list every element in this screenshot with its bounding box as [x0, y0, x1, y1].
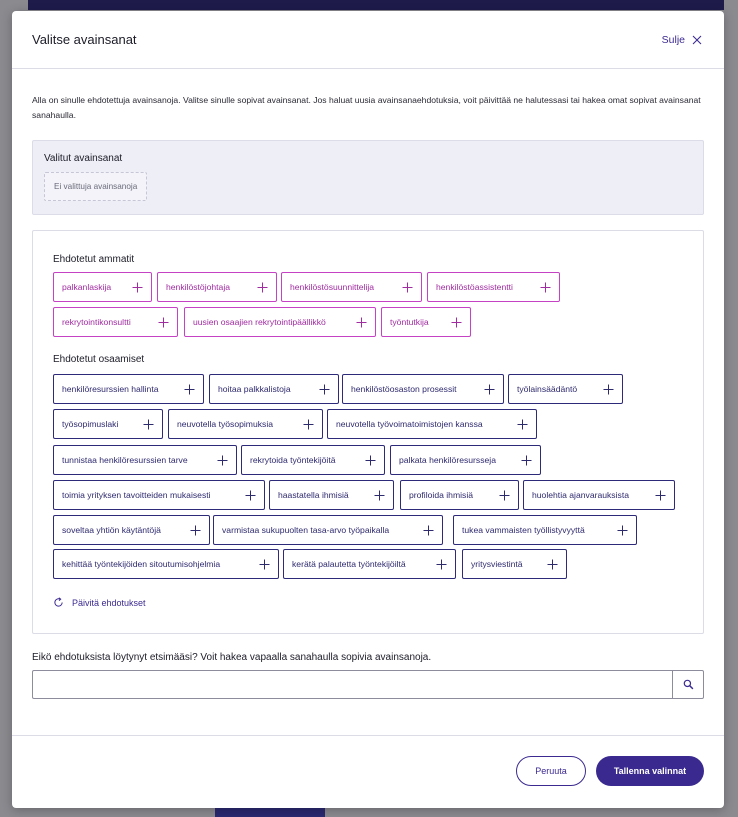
keyword-chip-label: henkilöresurssien hallinta: [62, 384, 159, 394]
selected-keywords-panel: [32, 140, 704, 215]
profession-chip[interactable]: [184, 307, 376, 337]
keyword-chip-label: henkilöstöjohtaja: [166, 282, 231, 292]
keyword-chip-label: uusien osaajien rekrytointipäällikkö: [193, 317, 326, 327]
keyword-chip-label: hoitaa palkkalistoja: [218, 384, 291, 394]
keyword-chip-label: toimia yrityksen tavoitteiden mukaisesti: [62, 490, 211, 500]
suggested-professions-title: Ehdotetut ammatit: [53, 254, 135, 265]
plus-icon: [245, 490, 256, 501]
plus-icon: [158, 317, 169, 328]
plus-icon: [617, 525, 628, 536]
keyword-chip-label: neuvotella työvoimatoimistojen kanssa: [336, 419, 483, 429]
search-label: Eikö ehdotuksista löytynyt etsimääsi? Voit hakea vapaalla sanahaulla sopivia avainsanoja.: [32, 652, 432, 663]
keyword-chip-label: tunnistaa henkilöresurssien tarve: [62, 455, 188, 465]
no-selected-keywords: Ei valittuja avainsanoja: [44, 172, 147, 201]
selected-keywords-title: Valitut avainsanat: [44, 153, 123, 164]
refresh-suggestions-button[interactable]: [53, 597, 146, 608]
plus-icon: [484, 384, 495, 395]
keyword-chip-label: soveltaa yhtiön käytäntöjä: [62, 525, 161, 535]
plus-icon: [217, 455, 228, 466]
skill-chip[interactable]: [168, 409, 323, 439]
keyword-chip-label: tukea vammaisten työllistyvyyttä: [462, 525, 585, 535]
plus-icon: [132, 282, 143, 293]
keyword-chip-label: työntutkija: [390, 317, 429, 327]
plus-icon: [259, 559, 270, 570]
skill-chip[interactable]: [453, 515, 637, 545]
keyword-chip-label: työsopimuslaki: [62, 419, 119, 429]
skill-chip[interactable]: [53, 409, 163, 439]
search-button[interactable]: [672, 671, 703, 698]
search-icon: [683, 679, 694, 690]
plus-icon: [499, 490, 510, 501]
backdrop-header: [28, 0, 724, 10]
plus-icon: [655, 490, 666, 501]
plus-icon: [319, 384, 330, 395]
plus-icon: [521, 455, 532, 466]
skill-chip[interactable]: [53, 549, 279, 579]
suggested-keywords-panel: [32, 230, 704, 634]
profession-chip[interactable]: [381, 307, 471, 337]
plus-icon: [190, 525, 201, 536]
suggested-skills-title: Ehdotetut osaamiset: [53, 354, 145, 365]
skill-chip[interactable]: [213, 515, 443, 545]
keyword-chip-label: henkilöstöosaston prosessit: [351, 384, 457, 394]
skill-chip[interactable]: [53, 445, 237, 475]
skill-chip[interactable]: [53, 515, 210, 545]
plus-icon: [257, 282, 268, 293]
skill-chip[interactable]: [209, 374, 339, 404]
plus-icon: [374, 490, 385, 501]
search-field: [32, 670, 704, 699]
keyword-modal: [12, 11, 724, 808]
skill-chip[interactable]: [342, 374, 504, 404]
profession-chip[interactable]: [427, 272, 560, 302]
skill-chip[interactable]: [523, 480, 675, 510]
keyword-chip-label: rekrytointikonsultti: [62, 317, 131, 327]
search-input[interactable]: [33, 671, 672, 698]
profession-chip[interactable]: [157, 272, 277, 302]
plus-icon: [547, 559, 558, 570]
keyword-chip-label: henkilöstösuunnittelija: [290, 282, 375, 292]
plus-icon: [184, 384, 195, 395]
profession-chip[interactable]: [281, 272, 422, 302]
intro-text: Alla on sinulle ehdotettuja avainsanoja. Valitse sinulle sopivat avainsanat. Jos haluat uusia avainsanaehdotuksia, voit päivittää ne halutessasi tai hakea omat sopivat avainsanat sanahaulla.: [32, 95, 701, 120]
plus-icon: [365, 455, 376, 466]
profession-chip[interactable]: [53, 307, 178, 337]
keyword-chip-label: palkanlaskija: [62, 282, 112, 292]
keyword-chip-label: henkilöstöassistentti: [436, 282, 513, 292]
plus-icon: [143, 419, 154, 430]
skill-chip[interactable]: [283, 549, 456, 579]
keyword-chip-label: palkata henkilöresursseja: [399, 455, 496, 465]
footer-divider: [12, 735, 724, 736]
plus-icon: [451, 317, 462, 328]
refresh-label: Päivitä ehdotukset: [72, 597, 146, 608]
keyword-chip-label: varmistaa sukupuolten tasa-arvo työpaikalla: [222, 525, 390, 535]
close-button[interactable]: [662, 34, 702, 46]
keyword-chip-label: haastatella ihmisiä: [278, 490, 349, 500]
close-label: Sulje: [661, 33, 685, 46]
keyword-chip-label: yritysviestintä: [471, 559, 523, 569]
skill-chip[interactable]: [327, 409, 537, 439]
plus-icon: [423, 525, 434, 536]
keyword-chip-label: työlainsäädäntö: [517, 384, 578, 394]
profession-chip[interactable]: [53, 272, 152, 302]
keyword-chip-label: neuvotella työsopimuksia: [177, 419, 274, 429]
skill-chip[interactable]: [508, 374, 623, 404]
skill-chip[interactable]: [462, 549, 567, 579]
keyword-chip-label: rekrytoida työntekijöitä: [250, 455, 336, 465]
plus-icon: [603, 384, 614, 395]
save-button[interactable]: Tallenna valinnat: [596, 756, 704, 786]
keyword-chip-label: kerätä palautetta työntekijöiltä: [292, 559, 406, 569]
keyword-chip-label: kehittää työntekijöiden sitoutumisohjelmia: [62, 559, 221, 569]
plus-icon: [517, 419, 528, 430]
modal-header: [12, 11, 724, 69]
skill-chip[interactable]: [400, 480, 519, 510]
refresh-icon: [53, 597, 64, 608]
keyword-chip-label: profiloida ihmisiä: [409, 490, 474, 500]
skill-chip[interactable]: [390, 445, 541, 475]
modal-title: Valitse avainsanat: [32, 32, 137, 47]
plus-icon: [436, 559, 447, 570]
skill-chip[interactable]: [241, 445, 385, 475]
plus-icon: [540, 282, 551, 293]
keyword-chip-label: huolehtia ajanvarauksista: [532, 490, 629, 500]
close-icon: [692, 35, 702, 45]
plus-icon: [402, 282, 413, 293]
cancel-button[interactable]: Peruuta: [516, 756, 586, 786]
skill-chip[interactable]: [53, 374, 204, 404]
plus-icon: [303, 419, 314, 430]
skill-chip[interactable]: [269, 480, 394, 510]
skill-chip[interactable]: [53, 480, 265, 510]
plus-icon: [356, 317, 367, 328]
